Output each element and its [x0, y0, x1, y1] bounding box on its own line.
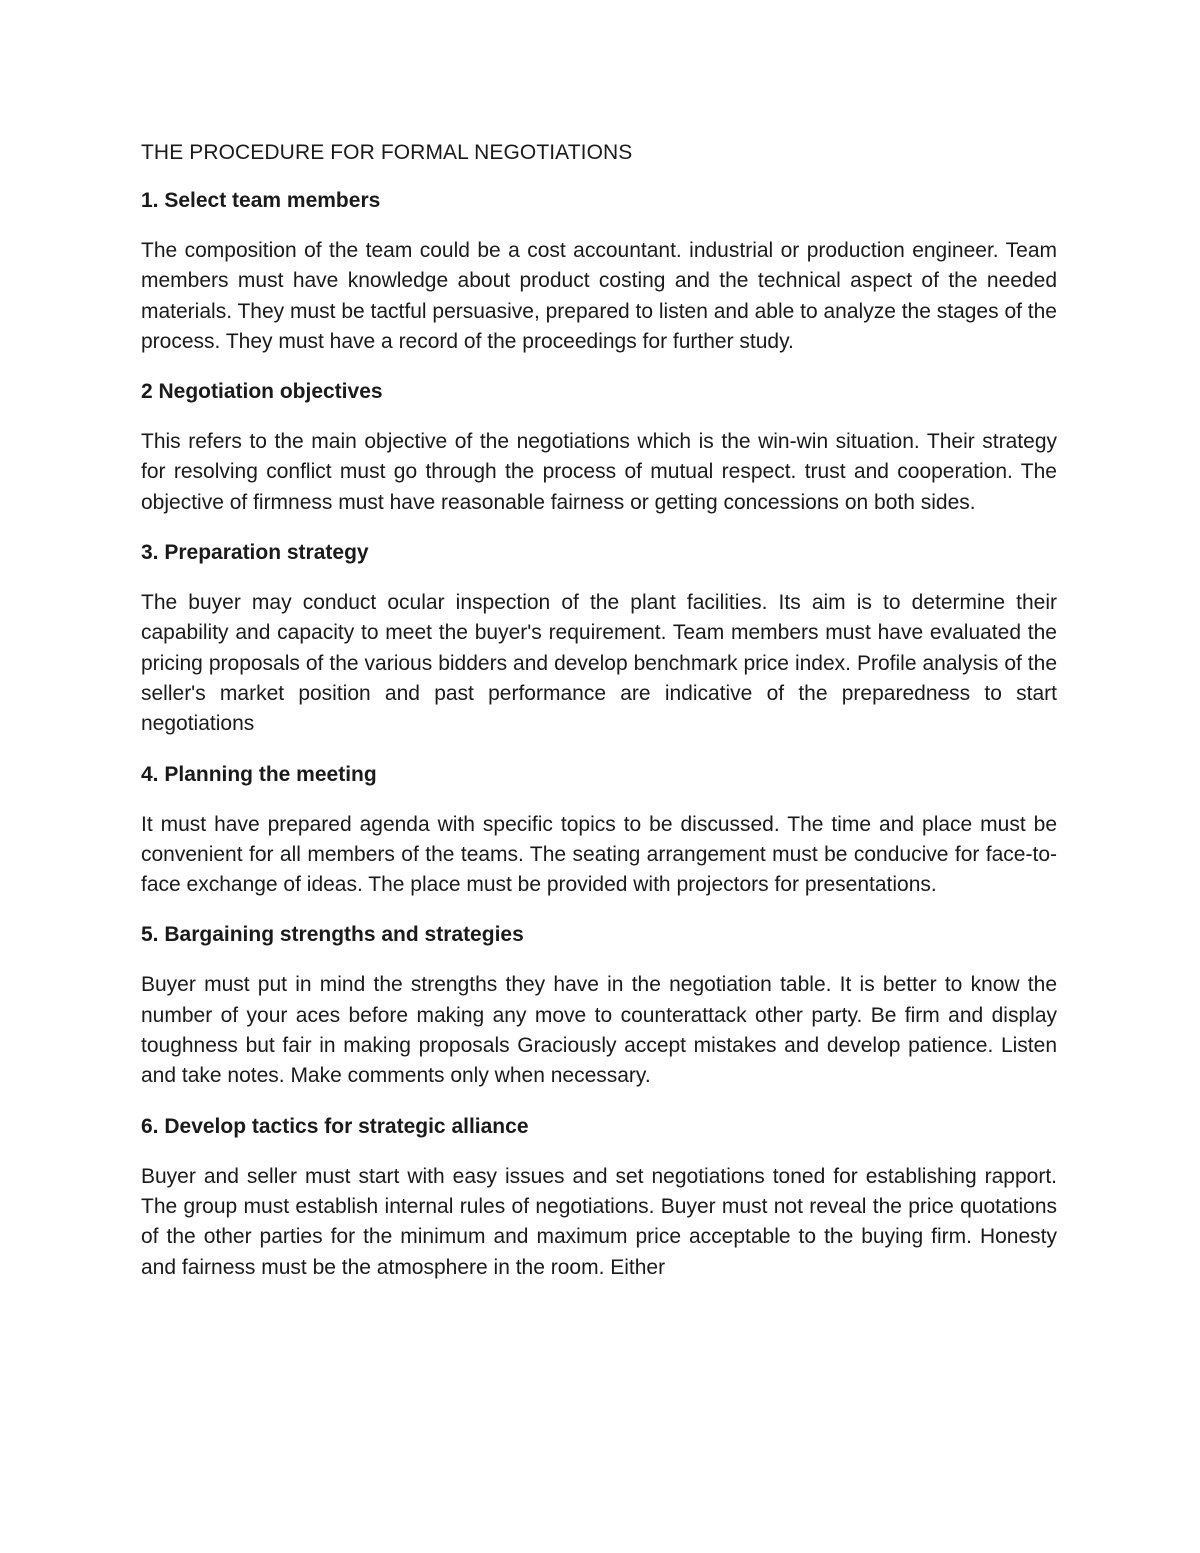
section-body: This refers to the main objective of the negotiations which is the win-win situation. Their strategy for resolving conflict must go through the process of mutual respect. trust and cooperation. The objective of firmness must have reasonable fairness or getting concessions on both sides. — [141, 430, 1057, 514]
section-heading: 3. Preparation strategy — [141, 541, 369, 565]
section-body: Buyer must put in mind the strengths they have in the negotiation table. It is better to know the number of your aces before making any move to counterattack other party. Be firm and display toughness but fair in making proposals Graciously accept mistakes and develop patience. Listen and take notes. Make comments only when necessary. — [141, 973, 1057, 1088]
section-heading: 6. Develop tactics for strategic alliance — [141, 1114, 529, 1138]
document-page — [141, 138, 1057, 1303]
section-planning-the-meeting — [141, 760, 1057, 901]
section-body: It must have prepared agenda with specific topics to be discussed. The time and place must be convenient for all members of the teams. The seating arrangement must be conducive for face-to-face exchange of ideas. The place must be provided with projectors for presentations. — [141, 812, 1057, 897]
section-preparation-strategy — [141, 538, 1057, 739]
section-heading: 4. Planning the meeting — [141, 762, 377, 786]
section-bargaining-strengths — [141, 920, 1057, 1091]
section-heading: 1. Select team members — [141, 189, 381, 212]
section-body: Buyer and seller must start with easy issues and set negotiations toned for establishing rapport. The group must establish internal rules of negotiations. Buyer must not reveal the price quotations of the other parties for the minimum and maximum price acceptable to the buying firm. Honesty and fairness must be the atmosphere in the room. Either — [141, 1164, 1057, 1279]
section-body: The buyer may conduct ocular inspection of the plant facilities. Its aim is to determine their capability and capacity to meet the buyer's requirement. Team members must have evaluated the pricing proposals of the various bidders and develop benchmark price index. Profile analysis of the seller's market position and past performance are indicative of the preparedness to start negotiations — [141, 591, 1057, 736]
section-heading: 2 Negotiation objectives — [141, 380, 383, 404]
section-negotiation-objectives — [141, 377, 1057, 518]
section-body: The composition of the team could be a cost accountant. industrial or production engineer. Team members must have knowledge about product costing and the technical aspect of the needed materials. They must be tactful persuasive, prepared to listen and able to analyze the stages of the process. They must have a record of the proceedings for further study. — [141, 239, 1057, 353]
section-heading: 5. Bargaining strengths and strategies — [141, 923, 524, 947]
section-select-team-members — [141, 186, 1057, 357]
section-develop-tactics — [141, 1112, 1057, 1283]
document-title: THE PROCEDURE FOR FORMAL NEGOTIATIONS — [141, 141, 633, 164]
